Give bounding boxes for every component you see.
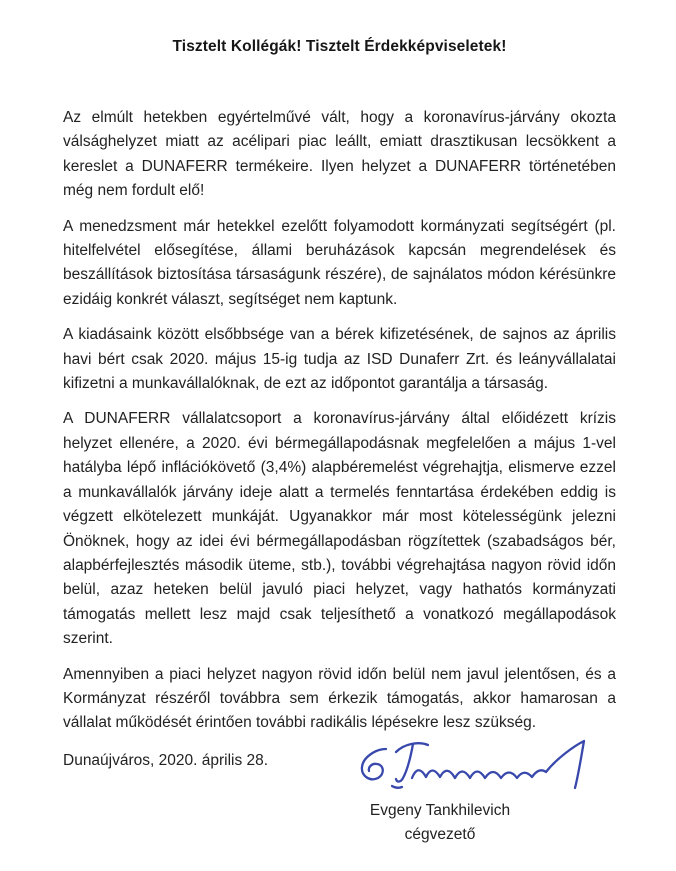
letter-paragraph-2: A menedzsment már hetekkel ezelőtt folyamodott kormányzati segítségért (pl. hitelfelvétel elősegítése, állami beruházások kapcsán megrendelések és beszállítások biztosítása társaságunk részére), de sajnálatos módon kérésünkre ezidáig konkrét választ, segítséget nem kaptunk. (63, 217, 616, 308)
signer-role: cégvezető (404, 826, 476, 844)
handwritten-signature-icon (356, 737, 606, 795)
letter-title: Tisztelt Kollégák! Tisztelt Érdekképviseletek! (172, 38, 507, 55)
letter-paragraph-4: A DUNAFERR vállalatcsoport a koronavírus-járvány által előidézett krízis helyzet ellenére, a 2020. évi bérmegállapodásnak megfelelően a május 1-vel hatályba lépő inflációkövető (3,4%) alapbéremelést végrehajtja, elismerve ezzel a munkavállalók járvány ideje alatt a termelés fenntartása érdekében eddig is végzett elkötelezett munkáját. Ugyanakkor már most kötelességünk jelezni Önöknek, hogy az idei évi bérmegállapodásban rögzítettek (szabadságos bér, alapbérfejlesztés második üteme, stb.), további végrehajtása nagyon rövid időn belül, azaz heteken belül javuló piaci helyzet, vagy hathatós kormányzati támogatás mellett lesz majd csak teljesíthető a vonatkozó megállapodások szerint. (63, 410, 616, 648)
letter-paragraph-1: Az elmúlt hetekben egyértelművé vált, hogy a koronavírus-járvány okozta válsághelyzet miatt az acélipari piac leállt, emiatt drasztikusan lecsökkent a kereslet a DUNAFERR termékeire. Ilyen helyzet a DUNAFERR történetében még nem fordult elő! (63, 109, 616, 200)
letter-paragraph-5: Amennyiben a piaci helyzet nagyon rövid időn belül nem javul jelentősen, és a Kormányzat részéről továbbra sem érkezik támogatás, akkor hamarosan a vállalat működését érintően további radikális lépésekre lesz szükség. (63, 665, 616, 732)
dateline: Dunaújváros, 2020. április 28. (63, 751, 269, 769)
closing-row (63, 749, 616, 848)
letter-paragraph-3: A kiadásaink között elsőbbsége van a bérek kifizetésének, de sajnos az április havi bért csak 2020. május 15-ig tudja az ISD Dunaferr Zrt. és leányvállalatai kifizetni a munkavállalóknak, de ezt az időpontot garantálja a társaság. (63, 326, 616, 393)
signature-block (300, 737, 580, 848)
signer-name: Evgeny Tankhilevich (369, 801, 511, 819)
